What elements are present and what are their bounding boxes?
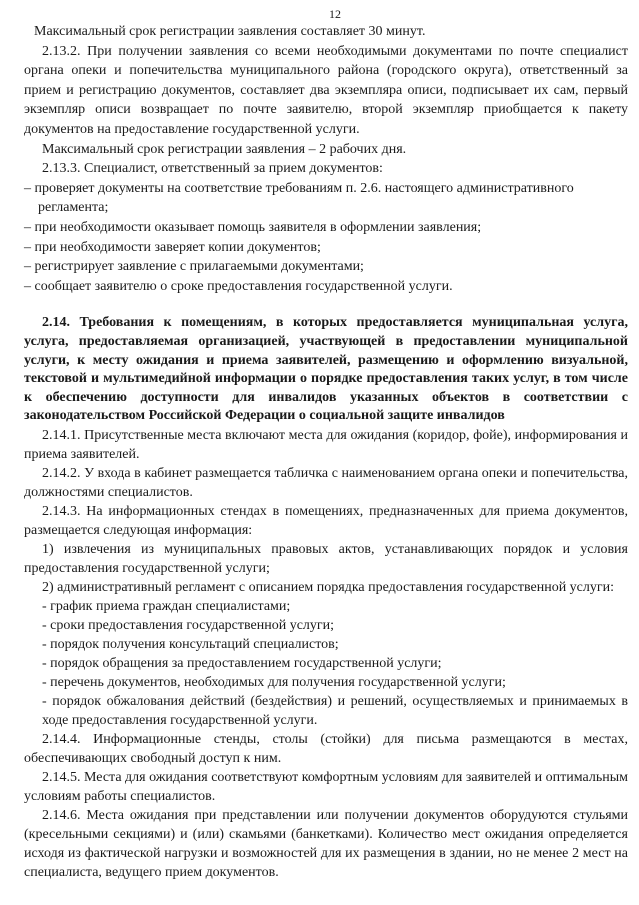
- paragraph-2-14-2: 2.14.2. У входа в кабинет размещается табличка с наименованием органа опеки и попечительства, должностями специалистов.: [24, 465, 628, 500]
- max-registration-time-paragraph: Максимальный срок регистрации заявления составляет 30 минут.: [34, 24, 426, 39]
- list-item: - порядок получения консультаций специалистов;: [42, 636, 339, 652]
- info-item-1: 1) извлечения из муниципальных правовых актов, устанавливающих порядок и условия предоставления государственной услуги;: [24, 541, 628, 576]
- list-item: - порядок обжалования действий (бездействия) и решений, осуществляемых и принимаемых в ходе предоставления государственной услуги.: [42, 693, 628, 728]
- list-item: - порядок обращения за предоставлением государственной услуги;: [42, 655, 442, 671]
- list-item: - сроки предоставления государственной услуги;: [42, 617, 335, 633]
- info-item-2: 2) административный регламент с описанием порядка предоставления государственной услуги:: [42, 579, 615, 595]
- list-item: – проверяет документы на соответствие требованиям п. 2.6. настоящего административного регламента;: [24, 180, 574, 216]
- max-registration-days-paragraph: Максимальный срок регистрации заявления – 2 рабочих дня.: [42, 141, 407, 157]
- list-item: - перечень документов, необходимых для получения государственной услуги;: [42, 674, 506, 690]
- page-number: 12: [329, 7, 341, 21]
- specialist-duties-list: [24, 179, 628, 297]
- paragraph-2-14-6: 2.14.6. Места ожидания при представлении или получении документов оборудуются стульями (кресельными секциями) и (или) скамьями (банкетками). Количество мест ожидания определяется исходя из фактической нагрузки и возможностей для их размещения в здании, но не менее 2 мест на специалиста, ведущего прием документов.: [24, 807, 628, 880]
- paragraph-2-14-5: 2.14.5. Места для ожидания соответствуют комфортным условиям для заявителей и оптимальным условиям работы специалистов.: [24, 769, 628, 804]
- list-item: – при необходимости оказывает помощь заявителя в оформлении заявления;: [24, 219, 482, 235]
- paragraph-2-13-3: 2.13.3. Специалист, ответственный за прием документов:: [42, 161, 383, 177]
- paragraph-2-13-2: 2.13.2. При получении заявления со всеми необходимыми документами по почте специалист органа опеки и попечительства муниципального района (городского округа), ответственный за прием и регистрацию документов, составляет два экземпляра описи, подписывает их сам, первый экземпляр описи возвращает по почте заявителю, второй экземпляр приобщается к пакету документов на предоставление государственной услуги.: [24, 43, 628, 137]
- regulation-contents-list: [24, 597, 628, 730]
- paragraph-2-14-4: 2.14.4. Информационные стенды, столы (стойки) для письма размещаются в местах, обеспечивающих свободный доступ к ним.: [24, 731, 628, 766]
- paragraph-2-14-1: 2.14.1. Присутственные места включают места для ожидания (коридор, фойе), информирования и приема заявителей.: [24, 427, 628, 462]
- section-heading-2-14: 2.14. Требования к помещениям, в которых предоставляется муниципальная услуга, услуга, предоставляемая организацией, участвующей в предоставлении муниципальной услуги, к месту ожидания и приема заявителей, размещению и оформлению визуальной, текстовой и мультимедийной информации о порядке предоставления таких услуг, в том числе к обеспечению доступности для инвалидов указанных объектов в соответствии с законодательством Российской Федерации о социальной защите инвалидов: [24, 315, 628, 424]
- paragraph-2-14-3: 2.14.3. На информационных стендах в помещениях, предназначенных для приема документов, размещается следующая информация:: [24, 503, 628, 538]
- list-item: – регистрирует заявление с прилагаемыми документами;: [24, 259, 364, 275]
- list-item: - график приема граждан специалистами;: [42, 598, 291, 614]
- list-item: – при необходимости заверяет копии документов;: [24, 239, 321, 255]
- list-item: – сообщает заявителю о сроке предоставления государственной услуги.: [24, 278, 453, 294]
